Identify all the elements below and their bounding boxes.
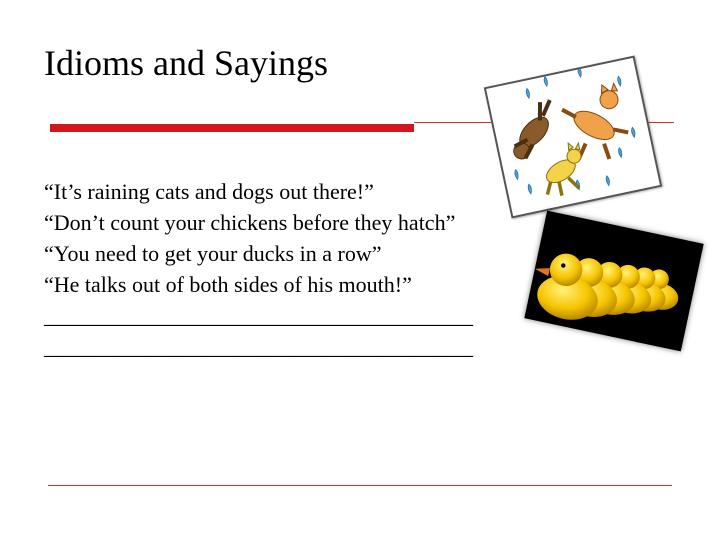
idiom-line-3: “You need to get your ducks in a row” [44,241,382,266]
idiom-line-4: “He talks out of both sides of his mouth!” [44,272,412,297]
idiom-line-1: “It’s raining cats and dogs out there!” [44,179,374,204]
blank-line-1: _______________________________________ [44,303,473,328]
slide-title: Idioms and Sayings [44,43,328,83]
blank-line-2: _______________________________________ [44,334,473,359]
cats-and-dogs-image [484,55,662,218]
idiom-line-2: “Don’t count your chickens before they hatch” [44,210,456,235]
title-accent-bar [50,124,414,132]
rubber-duck-icon [524,211,703,352]
rubber-ducks-image [524,211,703,352]
footer-divider-line [48,485,672,486]
idiom-list [44,176,473,362]
cats-and-dogs-icon [486,58,660,216]
